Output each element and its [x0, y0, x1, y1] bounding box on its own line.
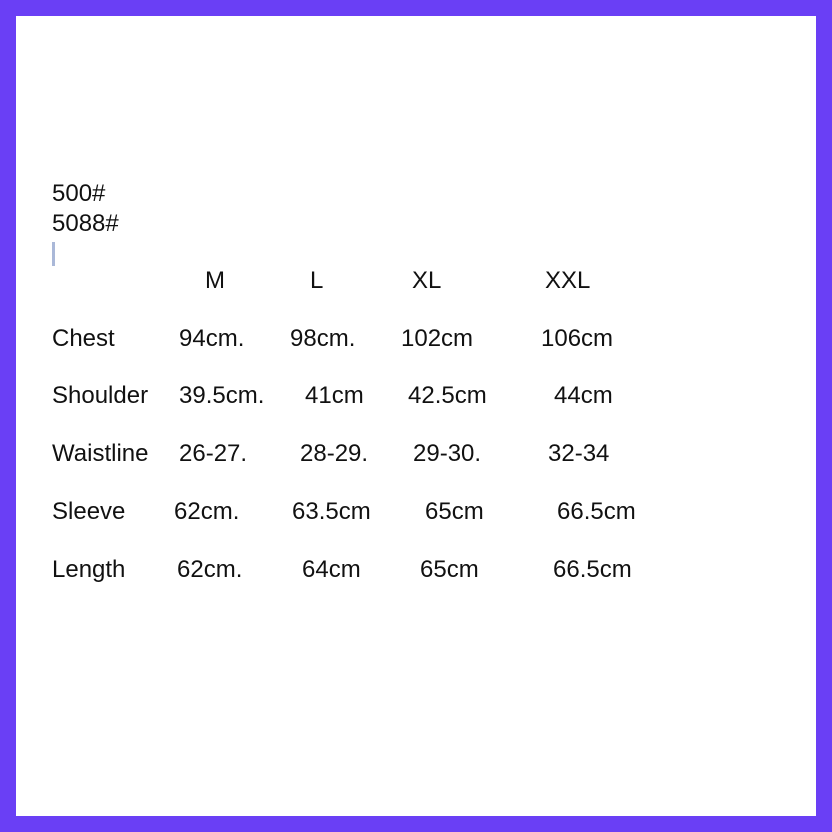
text-cursor[interactable] [52, 242, 55, 266]
table-cell: 102cm [401, 325, 474, 352]
table-cell: 106cm [541, 325, 614, 352]
row-label-chest: Chest [52, 325, 115, 352]
column-header-xl: XL [412, 267, 442, 294]
note-line: 500# [52, 180, 106, 207]
table-cell: 42.5cm [408, 382, 487, 409]
table-cell: 44cm [554, 382, 613, 409]
table-cell: 66.5cm [557, 498, 636, 525]
table-cell: 39.5cm. [179, 382, 265, 409]
note-line: 5088# [52, 210, 119, 237]
row-label-length: Length [52, 556, 126, 583]
table-cell: 29-30. [413, 440, 482, 467]
table-cell: 98cm. [290, 325, 356, 352]
table-cell: 63.5cm [292, 498, 371, 525]
table-cell: 62cm. [174, 498, 240, 525]
column-header-l: L [310, 267, 324, 294]
row-label-waistline: Waistline [52, 440, 149, 467]
row-label-sleeve: Sleeve [52, 498, 126, 525]
table-cell: 32-34 [548, 440, 610, 467]
row-label-shoulder: Shoulder [52, 382, 149, 409]
table-cell: 94cm. [179, 325, 245, 352]
table-cell: 41cm [305, 382, 364, 409]
note-page [16, 16, 816, 816]
column-header-xxl: XXL [545, 267, 591, 294]
column-header-m: M [205, 267, 225, 294]
table-cell: 66.5cm [553, 556, 632, 583]
table-cell: 65cm [420, 556, 479, 583]
table-cell: 26-27. [179, 440, 248, 467]
table-cell: 64cm [302, 556, 361, 583]
table-cell: 65cm [425, 498, 484, 525]
table-cell: 28-29. [300, 440, 369, 467]
table-cell: 62cm. [177, 556, 243, 583]
